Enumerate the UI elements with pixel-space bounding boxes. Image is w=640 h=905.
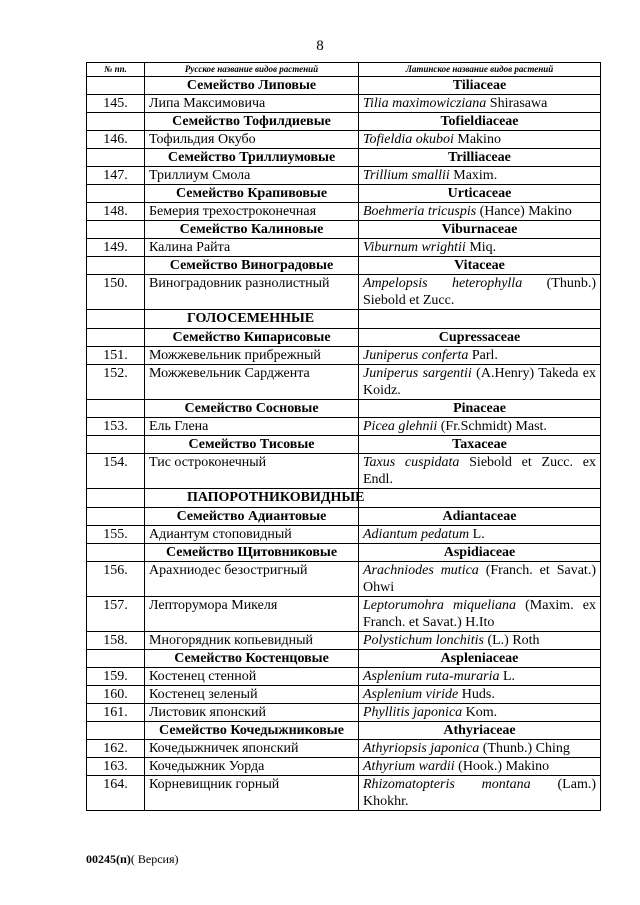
latin-binomial: Tilia maximowicziana <box>363 96 487 111</box>
species-number: 164. <box>87 776 145 811</box>
family-latin-name: Tofieldiaceae <box>359 113 601 131</box>
species-number: 150. <box>87 275 145 310</box>
latin-authority: (Thunb.) Siebold et Zucc. <box>363 276 596 308</box>
species-latin-name <box>359 239 601 257</box>
row-number-cell <box>87 400 145 418</box>
row-number-cell <box>87 650 145 668</box>
group-latin-cell <box>359 310 601 329</box>
family-latin-name: Trilliaceae <box>359 149 601 167</box>
family-latin-name: Taxaceae <box>359 436 601 454</box>
latin-binomial: Athyrium wardii <box>363 759 455 774</box>
species-latin-name <box>359 365 601 400</box>
latin-authority: Miq. <box>465 240 497 255</box>
species-number: 161. <box>87 704 145 722</box>
latin-binomial: Juniperus conferta <box>363 348 469 363</box>
species-number: 148. <box>87 203 145 221</box>
species-russian-name: Кочедыжничек японский <box>145 740 359 758</box>
species-russian-name: Тис остроконечный <box>145 454 359 489</box>
species-number: 154. <box>87 454 145 489</box>
footer <box>86 852 179 867</box>
family-row <box>87 436 601 454</box>
row-number-cell <box>87 329 145 347</box>
family-row <box>87 508 601 526</box>
species-row <box>87 526 601 544</box>
latin-authority: (Franch. et Savat.) Ohwi <box>363 563 596 595</box>
species-number: 158. <box>87 632 145 650</box>
row-number-cell <box>87 185 145 203</box>
species-row <box>87 167 601 185</box>
species-latin-name <box>359 686 601 704</box>
species-row <box>87 597 601 632</box>
species-row <box>87 239 601 257</box>
latin-binomial: Polystichum lonchitis <box>363 633 484 648</box>
species-row <box>87 668 601 686</box>
latin-binomial: Leptorumohra miqueliana <box>363 598 516 613</box>
family-latin-name: Tiliaceae <box>359 77 601 95</box>
species-row <box>87 454 601 489</box>
header-russian: Русское название видов растений <box>145 63 359 77</box>
family-russian-name: Семейство Кочедыжниковые <box>145 722 359 740</box>
species-latin-name <box>359 526 601 544</box>
species-russian-name: Липа Максимовича <box>145 95 359 113</box>
species-number: 151. <box>87 347 145 365</box>
latin-authority: Makino <box>453 132 501 147</box>
latin-binomial: Asplenium ruta-muraria <box>363 669 500 684</box>
species-number: 145. <box>87 95 145 113</box>
family-row <box>87 113 601 131</box>
species-latin-name <box>359 704 601 722</box>
latin-binomial: Phyllitis japonica <box>363 705 463 720</box>
species-latin-name <box>359 454 601 489</box>
latin-authority: Kom. <box>462 705 498 720</box>
latin-authority: (A.Henry) Takeda ex Koidz. <box>363 366 596 398</box>
latin-binomial: Rhizomatopteris montana <box>363 777 531 792</box>
family-latin-name: Adiantaceae <box>359 508 601 526</box>
row-number-cell <box>87 508 145 526</box>
family-row <box>87 329 601 347</box>
species-row <box>87 686 601 704</box>
species-number: 155. <box>87 526 145 544</box>
species-number: 152. <box>87 365 145 400</box>
latin-binomial: Viburnum wrightii <box>363 240 466 255</box>
latin-authority: Shirasawa <box>486 96 548 111</box>
species-russian-name: Арахниодес безостригный <box>145 562 359 597</box>
species-russian-name: Калина Райта <box>145 239 359 257</box>
group-row <box>87 310 601 329</box>
species-latin-name <box>359 758 601 776</box>
latin-binomial: Athyriopsis japonica <box>363 741 480 756</box>
species-number: 157. <box>87 597 145 632</box>
family-russian-name: Семейство Калиновые <box>145 221 359 239</box>
latin-binomial: Picea glehnii <box>363 419 438 434</box>
latin-authority: (Fr.Schmidt) Mast. <box>437 419 547 434</box>
species-number: 156. <box>87 562 145 597</box>
species-number: 163. <box>87 758 145 776</box>
row-number-cell <box>87 149 145 167</box>
header-num: № пп. <box>87 63 145 77</box>
species-latin-name <box>359 131 601 149</box>
species-row <box>87 275 601 310</box>
species-row <box>87 347 601 365</box>
family-latin-name: Urticaceae <box>359 185 601 203</box>
row-number-cell <box>87 489 145 508</box>
latin-authority: (Lam.) Khokhr. <box>363 777 597 809</box>
species-number: 160. <box>87 686 145 704</box>
table-header-row <box>87 63 601 77</box>
species-row <box>87 704 601 722</box>
family-russian-name: Семейство Виноградовые <box>145 257 359 275</box>
document-code: 00245(п) <box>86 852 131 866</box>
species-latin-name <box>359 632 601 650</box>
family-latin-name: Aspidiaceae <box>359 544 601 562</box>
latin-binomial: Juniperus sargentii <box>363 366 472 381</box>
family-latin-name: Vitaceae <box>359 257 601 275</box>
latin-binomial: Adiantum pedatum <box>363 527 470 542</box>
row-number-cell <box>87 113 145 131</box>
species-row <box>87 776 601 811</box>
family-russian-name: Семейство Липовые <box>145 77 359 95</box>
family-russian-name: Семейство Сосновые <box>145 400 359 418</box>
species-number: 149. <box>87 239 145 257</box>
row-number-cell <box>87 257 145 275</box>
family-row <box>87 221 601 239</box>
family-russian-name: Семейство Тофилдиевые <box>145 113 359 131</box>
latin-authority: Huds. <box>458 687 495 702</box>
latin-authority: Parl. <box>468 348 498 363</box>
family-russian-name: Семейство Адиантовые <box>145 508 359 526</box>
family-row <box>87 650 601 668</box>
species-latin-name <box>359 167 601 185</box>
species-number: 146. <box>87 131 145 149</box>
row-number-cell <box>87 221 145 239</box>
species-number: 162. <box>87 740 145 758</box>
species-russian-name: Многорядник копьевидный <box>145 632 359 650</box>
group-row <box>87 489 601 508</box>
family-row <box>87 77 601 95</box>
species-russian-name: Ель Глена <box>145 418 359 436</box>
row-number-cell <box>87 544 145 562</box>
species-russian-name: Лепторумора Микеля <box>145 597 359 632</box>
family-latin-name: Cupressaceae <box>359 329 601 347</box>
row-number-cell <box>87 722 145 740</box>
species-row <box>87 131 601 149</box>
species-russian-name: Триллиум Смола <box>145 167 359 185</box>
species-russian-name: Костенец зеленый <box>145 686 359 704</box>
species-latin-name <box>359 418 601 436</box>
species-table <box>86 62 601 811</box>
row-number-cell <box>87 310 145 329</box>
row-number-cell <box>87 77 145 95</box>
species-russian-name: Корневищник горный <box>145 776 359 811</box>
family-row <box>87 400 601 418</box>
family-russian-name: Семейство Щитовниковые <box>145 544 359 562</box>
species-latin-name <box>359 776 601 811</box>
species-russian-name: Тофильдия Окубо <box>145 131 359 149</box>
species-latin-name <box>359 740 601 758</box>
family-russian-name: Семейство Кипарисовые <box>145 329 359 347</box>
latin-authority: L. <box>499 669 516 684</box>
page-number: 8 <box>316 38 324 54</box>
species-russian-name: Можжевельник прибрежный <box>145 347 359 365</box>
latin-authority: (L.) Roth <box>483 633 540 648</box>
latin-authority: (Hook.) Makino <box>454 759 550 774</box>
latin-authority: Maxim. <box>449 168 498 183</box>
family-latin-name: Viburnaceae <box>359 221 601 239</box>
species-latin-name <box>359 203 601 221</box>
latin-binomial: Trillium smallii <box>363 168 450 183</box>
latin-authority: L. <box>469 527 485 542</box>
family-row <box>87 544 601 562</box>
species-row <box>87 203 601 221</box>
row-number-cell <box>87 436 145 454</box>
latin-authority: (Thunb.) Ching <box>479 741 570 756</box>
family-row <box>87 722 601 740</box>
family-russian-name: Семейство Триллиумовые <box>145 149 359 167</box>
latin-authority: (Maxim. ex Franch. et Savat.) H.Ito <box>363 598 596 630</box>
header-latin: Латинское название видов растений <box>359 63 601 77</box>
document-version: ( Версия) <box>130 852 179 866</box>
family-row <box>87 149 601 167</box>
family-latin-name: Pinaceae <box>359 400 601 418</box>
species-row <box>87 365 601 400</box>
species-latin-name <box>359 597 601 632</box>
species-row <box>87 418 601 436</box>
family-russian-name: Семейство Крапивовые <box>145 185 359 203</box>
latin-authority: Siebold et Zucc. ex Endl. <box>363 455 597 487</box>
family-row <box>87 257 601 275</box>
latin-binomial: Asplenium viride <box>363 687 459 702</box>
latin-authority: (Hance) Makino <box>476 204 572 219</box>
species-latin-name <box>359 347 601 365</box>
species-latin-name <box>359 668 601 686</box>
family-latin-name: Aspleniaceae <box>359 650 601 668</box>
species-row <box>87 758 601 776</box>
group-heading: ГОЛОСЕМЕННЫЕ <box>145 310 359 329</box>
latin-binomial: Taxus cuspidata <box>363 455 460 470</box>
family-row <box>87 185 601 203</box>
family-latin-name: Athyriaceae <box>359 722 601 740</box>
species-russian-name: Костенец стенной <box>145 668 359 686</box>
species-number: 153. <box>87 418 145 436</box>
species-russian-name: Бемерия трехостроконечная <box>145 203 359 221</box>
species-russian-name: Адиантум стоповидный <box>145 526 359 544</box>
family-russian-name: Семейство Костенцовые <box>145 650 359 668</box>
latin-binomial: Arachniodes mutica <box>363 563 479 578</box>
species-latin-name <box>359 275 601 310</box>
species-row <box>87 562 601 597</box>
species-russian-name: Листовик японский <box>145 704 359 722</box>
species-russian-name: Виноградовник разнолистный <box>145 275 359 310</box>
species-russian-name: Можжевельник Сарджента <box>145 365 359 400</box>
table-body <box>87 77 601 811</box>
species-number: 147. <box>87 167 145 185</box>
latin-binomial: Boehmeria tricuspis <box>363 204 477 219</box>
latin-binomial: Ampelopsis heterophylla <box>363 276 523 291</box>
species-russian-name: Кочедыжник Уорда <box>145 758 359 776</box>
group-heading: ПАПОРОТНИКОВИДНЫЕ <box>145 489 359 508</box>
latin-binomial: Tofieldia okuboi <box>363 132 454 147</box>
species-row <box>87 740 601 758</box>
species-number: 159. <box>87 668 145 686</box>
group-latin-cell <box>359 489 601 508</box>
species-latin-name <box>359 95 601 113</box>
family-russian-name: Семейство Тисовые <box>145 436 359 454</box>
species-latin-name <box>359 562 601 597</box>
species-row <box>87 95 601 113</box>
species-row <box>87 632 601 650</box>
